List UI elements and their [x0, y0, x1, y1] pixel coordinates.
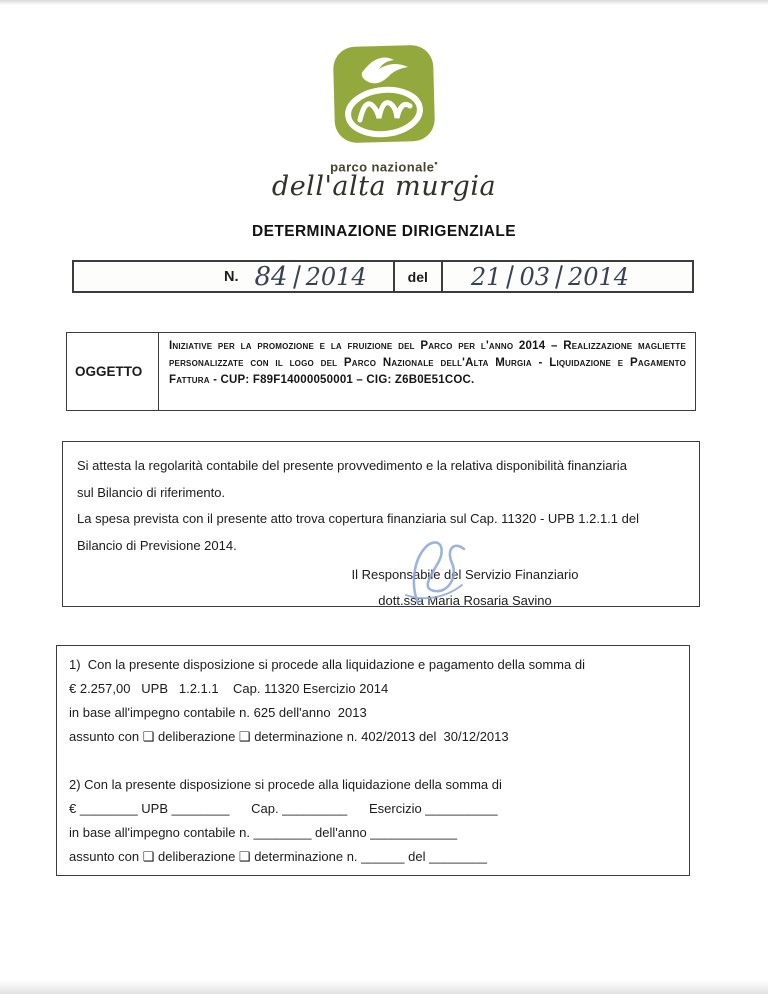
- number-value-handwritten: 84: [254, 261, 288, 292]
- liquidation-line: 1) Con la presente disposizione si procede alla liquidazione e pagamento della somma di: [69, 657, 585, 672]
- org-name-script: dell'alta murgia: [271, 171, 497, 203]
- org-name-dot: •: [434, 158, 438, 168]
- liquidation-line: € ________ UPB ________ Cap. _________ Esercizio __________: [69, 801, 498, 816]
- del-cell: [393, 262, 443, 291]
- date-day-handwritten: 21: [470, 262, 502, 291]
- liquidation-line: in base all'impegno contabile n. 625 dell'anno 2013: [69, 705, 367, 720]
- handwritten-slash: [293, 265, 301, 289]
- liquidation-line: assunto con ❑ deliberazione ❑ determinazione n. ______ del ________: [69, 849, 487, 864]
- liquidation-line: 2) Con la presente disposizione si procede alla liquidazione della somma di: [69, 777, 502, 792]
- liquidation-line: assunto con ❑ deliberazione ❑ determinazione n. 402/2013 del 30/12/2013: [69, 729, 509, 744]
- park-logo-icon: [318, 40, 450, 152]
- oggetto-text: Iniziative per la promozione e la fruizione del Parco per l'anno 2014 – Realizzazione magliette personalizzate con il logo del Parco Nazionale dell'Alta Murgia - Liquidazione e Pagamento Fattura - CUP: F89F14000050001 – CIG: Z6B0E51COC.: [169, 340, 686, 386]
- park-logo: [0, 40, 768, 202]
- document-title: DETERMINAZIONE DIRIGENZIALE: [252, 223, 516, 240]
- oggetto-box: [66, 332, 696, 411]
- liquidation-line-blank: [69, 749, 677, 773]
- scan-artifact-top: [0, 0, 768, 5]
- number-label: N.: [224, 268, 239, 285]
- handwritten-slash: [555, 265, 563, 289]
- attestation-line: Si attesta la regolarità contabile del presente provvedimento e la relativa disponibilità finanziaria: [77, 458, 627, 473]
- attestation-line: Bilancio di Previsione 2014.: [77, 537, 237, 553]
- del-label: del: [407, 268, 428, 285]
- date-year-handwritten: 2014: [568, 262, 630, 291]
- number-date-box: [72, 260, 694, 293]
- signer-name: dott.ssa Maria Rosaria Savino: [378, 593, 552, 608]
- liquidation-box: [56, 645, 690, 876]
- liquidation-line: € 2.257,00 UPB 1.2.1.1 Cap. 11320 Esercizio 2014: [69, 681, 389, 696]
- attestation-line: sul Bilancio di riferimento.: [77, 484, 226, 500]
- signature-stroke: [414, 542, 464, 603]
- signature-scribble: [388, 533, 480, 613]
- number-year-handwritten: 2014: [305, 262, 367, 291]
- liquidation-line: in base all'impegno contabile n. ________ dell'anno ____________: [69, 825, 458, 840]
- handwritten-slash: [507, 265, 515, 289]
- org-name-text: parco nazionale: [330, 159, 435, 175]
- signer-role: Il Responsabile del Servizio Finanziario: [351, 567, 579, 582]
- attestation-line: La spesa prevista con il presente atto trova copertura finanziaria sul Cap. 11320 - UPB 1.2.1.1 del: [77, 511, 639, 526]
- attestation-box: [62, 441, 700, 607]
- oggetto-label: OGGETTO: [67, 333, 159, 410]
- scan-artifact-bottom: [0, 980, 768, 994]
- date-month-handwritten: 03: [519, 262, 550, 291]
